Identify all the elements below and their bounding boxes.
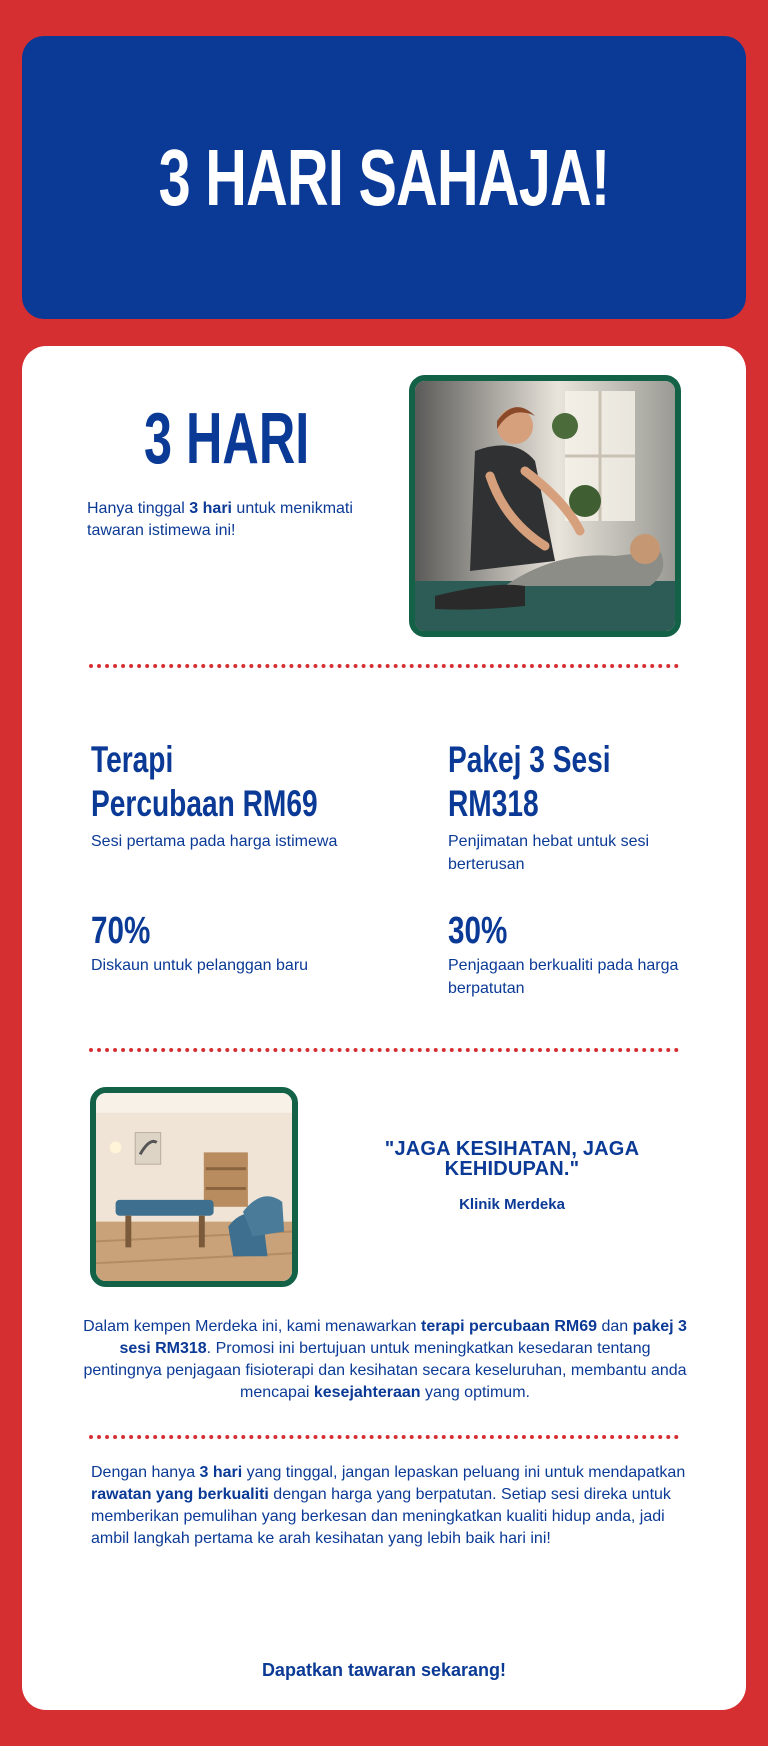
closing-description: Dengan hanya 3 hari yang tinggal, jangan lepaskan peluang ini untuk mendapatkan rawatan yang berkualiti dengan harga yang berpatutan. Setiap sesi direka untuk memberikan pemulihan yang berkesan dan meningkatkan kualiti hidup anda, jadi ambil langkah pertama ke arah kesihatan yang lebih baik hari ini! — [91, 1464, 686, 1547]
offer-trial-therapy — [91, 738, 371, 853]
get-offer-cta[interactable]: Dapatkan tawaran sekarang! — [261, 1660, 507, 1680]
quote-author: Klinik Merdeka — [459, 1196, 565, 1213]
offer-3-session-package — [448, 738, 728, 876]
treatment-room-photo — [90, 1087, 298, 1287]
offer-title-line1: Terapi — [91, 739, 174, 780]
campaign-description: Dalam kempen Merdeka ini, kami menawarkan terapi percubaan RM69 dan pakej 3 sesi RM318. Promosi ini bertujuan untuk meningkatkan kesedaran tentang pentingnya penjagaan fisioterapi dan kesihatan secara keseluruhan, membantu anda mencapai kesejahteraan yang optimum. — [83, 1318, 687, 1401]
offer-title-line2: Percubaan RM69 — [91, 783, 318, 824]
stat-description: Penjagaan berkualiti pada harga berpatutan — [448, 957, 679, 997]
room-illustration — [96, 1093, 292, 1281]
stat-affordable-care — [448, 910, 728, 1000]
stat-description: Diskaun untuk pelanggan baru — [91, 957, 309, 974]
intro-text: Hanya tinggal 3 hari untuk menikmati tawaran istimewa ini! — [87, 500, 353, 539]
dotted-divider — [89, 1435, 679, 1439]
intro-title: 3 HARI — [144, 399, 310, 479]
offer-description: Sesi pertama pada harga istimewa — [91, 833, 338, 850]
stat-value: 30% — [448, 910, 508, 952]
dotted-divider — [89, 664, 679, 668]
stat-new-customer-discount — [91, 910, 371, 977]
therapy-illustration — [415, 381, 675, 631]
hero-title: 3 HARI SAHAJA! — [158, 132, 610, 222]
offer-description: Penjimatan hebat untuk sesi berterusan — [448, 833, 650, 873]
stat-value: 70% — [91, 910, 151, 952]
therapist-treating-patient-photo — [409, 375, 681, 637]
quote-text: "JAGA KESIHATAN, JAGA KEHIDUPAN." — [384, 1138, 640, 1180]
content-card — [22, 346, 746, 1710]
offer-title-line2: RM318 — [448, 783, 539, 824]
dotted-divider — [89, 1048, 679, 1052]
testimonial-quote — [332, 1139, 692, 1213]
offer-title-line1: Pakej 3 Sesi — [448, 739, 611, 780]
hero-banner — [22, 36, 746, 319]
